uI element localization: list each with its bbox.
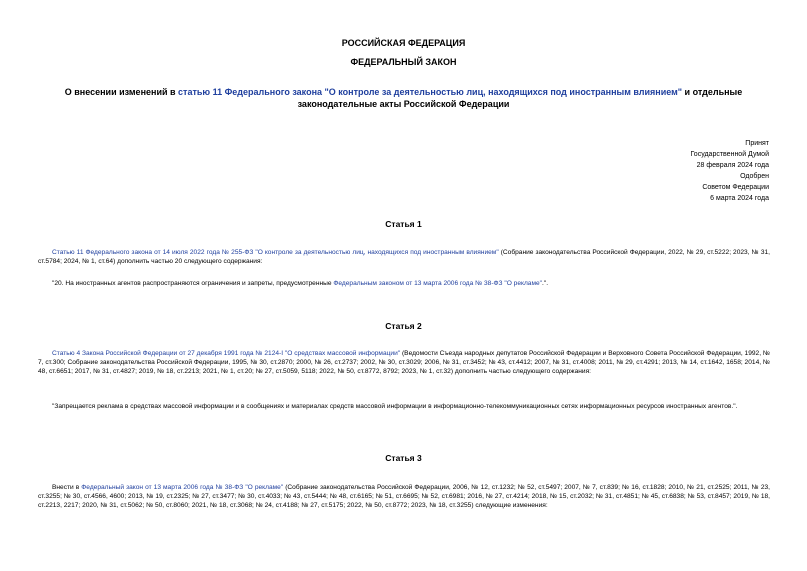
article-1-link[interactable]: Статью 11 Федерального закона от 14 июля 2022 года № 255-ФЗ "О контроле за деятельностью лиц, находящихся под иностранным влиянием" [52, 249, 499, 256]
article-1-quote-suffix: .". [542, 280, 549, 287]
advertising-law-link[interactable]: Федеральный закон от 13 марта 2006 года № 38-ФЗ "О рекламе" [81, 484, 284, 491]
title-prefix: О внесении изменений в [64, 87, 179, 97]
article-1-paragraph-1 [38, 248, 770, 266]
adoption-line: Советом Федерации [702, 184, 769, 191]
adoption-line: Принят [745, 140, 769, 147]
title-suffix: и отдельные законодательные акты Российской Федерации [297, 87, 743, 109]
article-3-paragraph-1 [38, 483, 770, 511]
article-2-heading: Статья 2 [385, 321, 422, 331]
adoption-line: 6 марта 2024 года [710, 195, 769, 202]
adoption-block [690, 138, 769, 204]
article-2-paragraph-2: "Запрещается реклама в средствах массовой информации и в сообщениях и материалах средств массовой информации в информационно-телекоммуникационных сетях информационных ресурсов иностранных агентов.". [52, 403, 738, 410]
article-2-paragraph-1 [38, 349, 770, 377]
mass-media-law-link[interactable]: Статью 4 Закона Российской Федерации от 27 декабря 1991 года № 2124-I "О средствах массовой информации" [52, 350, 401, 357]
article-3-heading: Статья 3 [385, 453, 422, 463]
title-link[interactable]: статью 11 Федерального закона "О контроле за деятельностью лиц, находящихся под иностранным влиянием" [178, 87, 683, 97]
article-1-paragraph-2 [38, 279, 770, 288]
advertising-law-link[interactable]: Федеральным законом от 13 марта 2006 года № 38-ФЗ "О рекламе" [333, 280, 543, 287]
article-3-text: (Собрание законодательства Российской Федерации, 2006, № 12, ст.1232; № 52, ст.5497; 2007, № 7, ст.839; № 16, ст.1828; 2010, № 21, ст.2525; 2011, № 23, ст.3255; № 30, ст.4566, 4600; 2013, № 19, ст.2325; № 27, ст.3477; № 30, ст.4033; № 43, ст.5444; № 48, ст.6165; № 51, ст.6695; № 52, ст.6981; 2016, № 27, ст.4214; 2018, № 15, ст.2032; № 31, ст.4851; № 45, ст.6838; № 53, ст.8457; 2019, № 18, ст.2213, 2217; 2020, № 31, ст.5062; № 50, ст.8060; 2021, № 18, ст.3068; № 24, ст.4188; № 27, ст.5175; 2022, № 50, ст.8772; 2023, № 18, ст.3255) следующие изменения: [38, 484, 770, 510]
article-1-heading: Статья 1 [385, 219, 422, 229]
law-type-heading: ФЕДЕРАЛЬНЫЙ ЗАКОН [350, 57, 457, 67]
article-2-text: (Ведомости Съезда народных депутатов Российской Федерации и Верховного Совета Российской Федерации, 1992, № 7, ст.300; Собрание законодательства Российской Федерации, 1995, № 30, ст.2870; 2000, № 26, ст.2737; 2002, № 30, ст.3029; 2006, № 31, ст.3452; № 43, ст.4412; 2007, № 31, ст.4008; 2011, № 29, ст.4291; 2013, № 14, ст.1642, 1658; 2014, № 48, ст.6651; 2017, № 31, ст.4827; 2019, № 18, ст.2213; 2021, № 1, ст.20; № 27, ст.5059, 5118; 2022, № 50, ст.8772, 8792; 2023, № 1, ст.32) дополнить частью следующего содержания: [38, 350, 770, 376]
country-heading: РОССИЙСКАЯ ФЕДЕРАЦИЯ [341, 38, 466, 48]
adoption-line: Одобрен [740, 173, 769, 180]
article-1-text: (Собрание законодательства Российской Федерации, 2022, № 29, ст.5222; 2023, № 31, ст.5784; 2024, № 1, ст.64) дополнить частью 20 следующего содержания: [38, 249, 770, 266]
article-1-quote-prefix: "20. На иностранных агентов распространяются ограничения и запреты, предусмотренные [52, 280, 334, 287]
adoption-line: Государственной Думой [690, 151, 769, 158]
law-title [60, 86, 747, 110]
adoption-line: 28 февраля 2024 года [696, 162, 769, 169]
article-3-prefix: Внести в [52, 484, 82, 491]
